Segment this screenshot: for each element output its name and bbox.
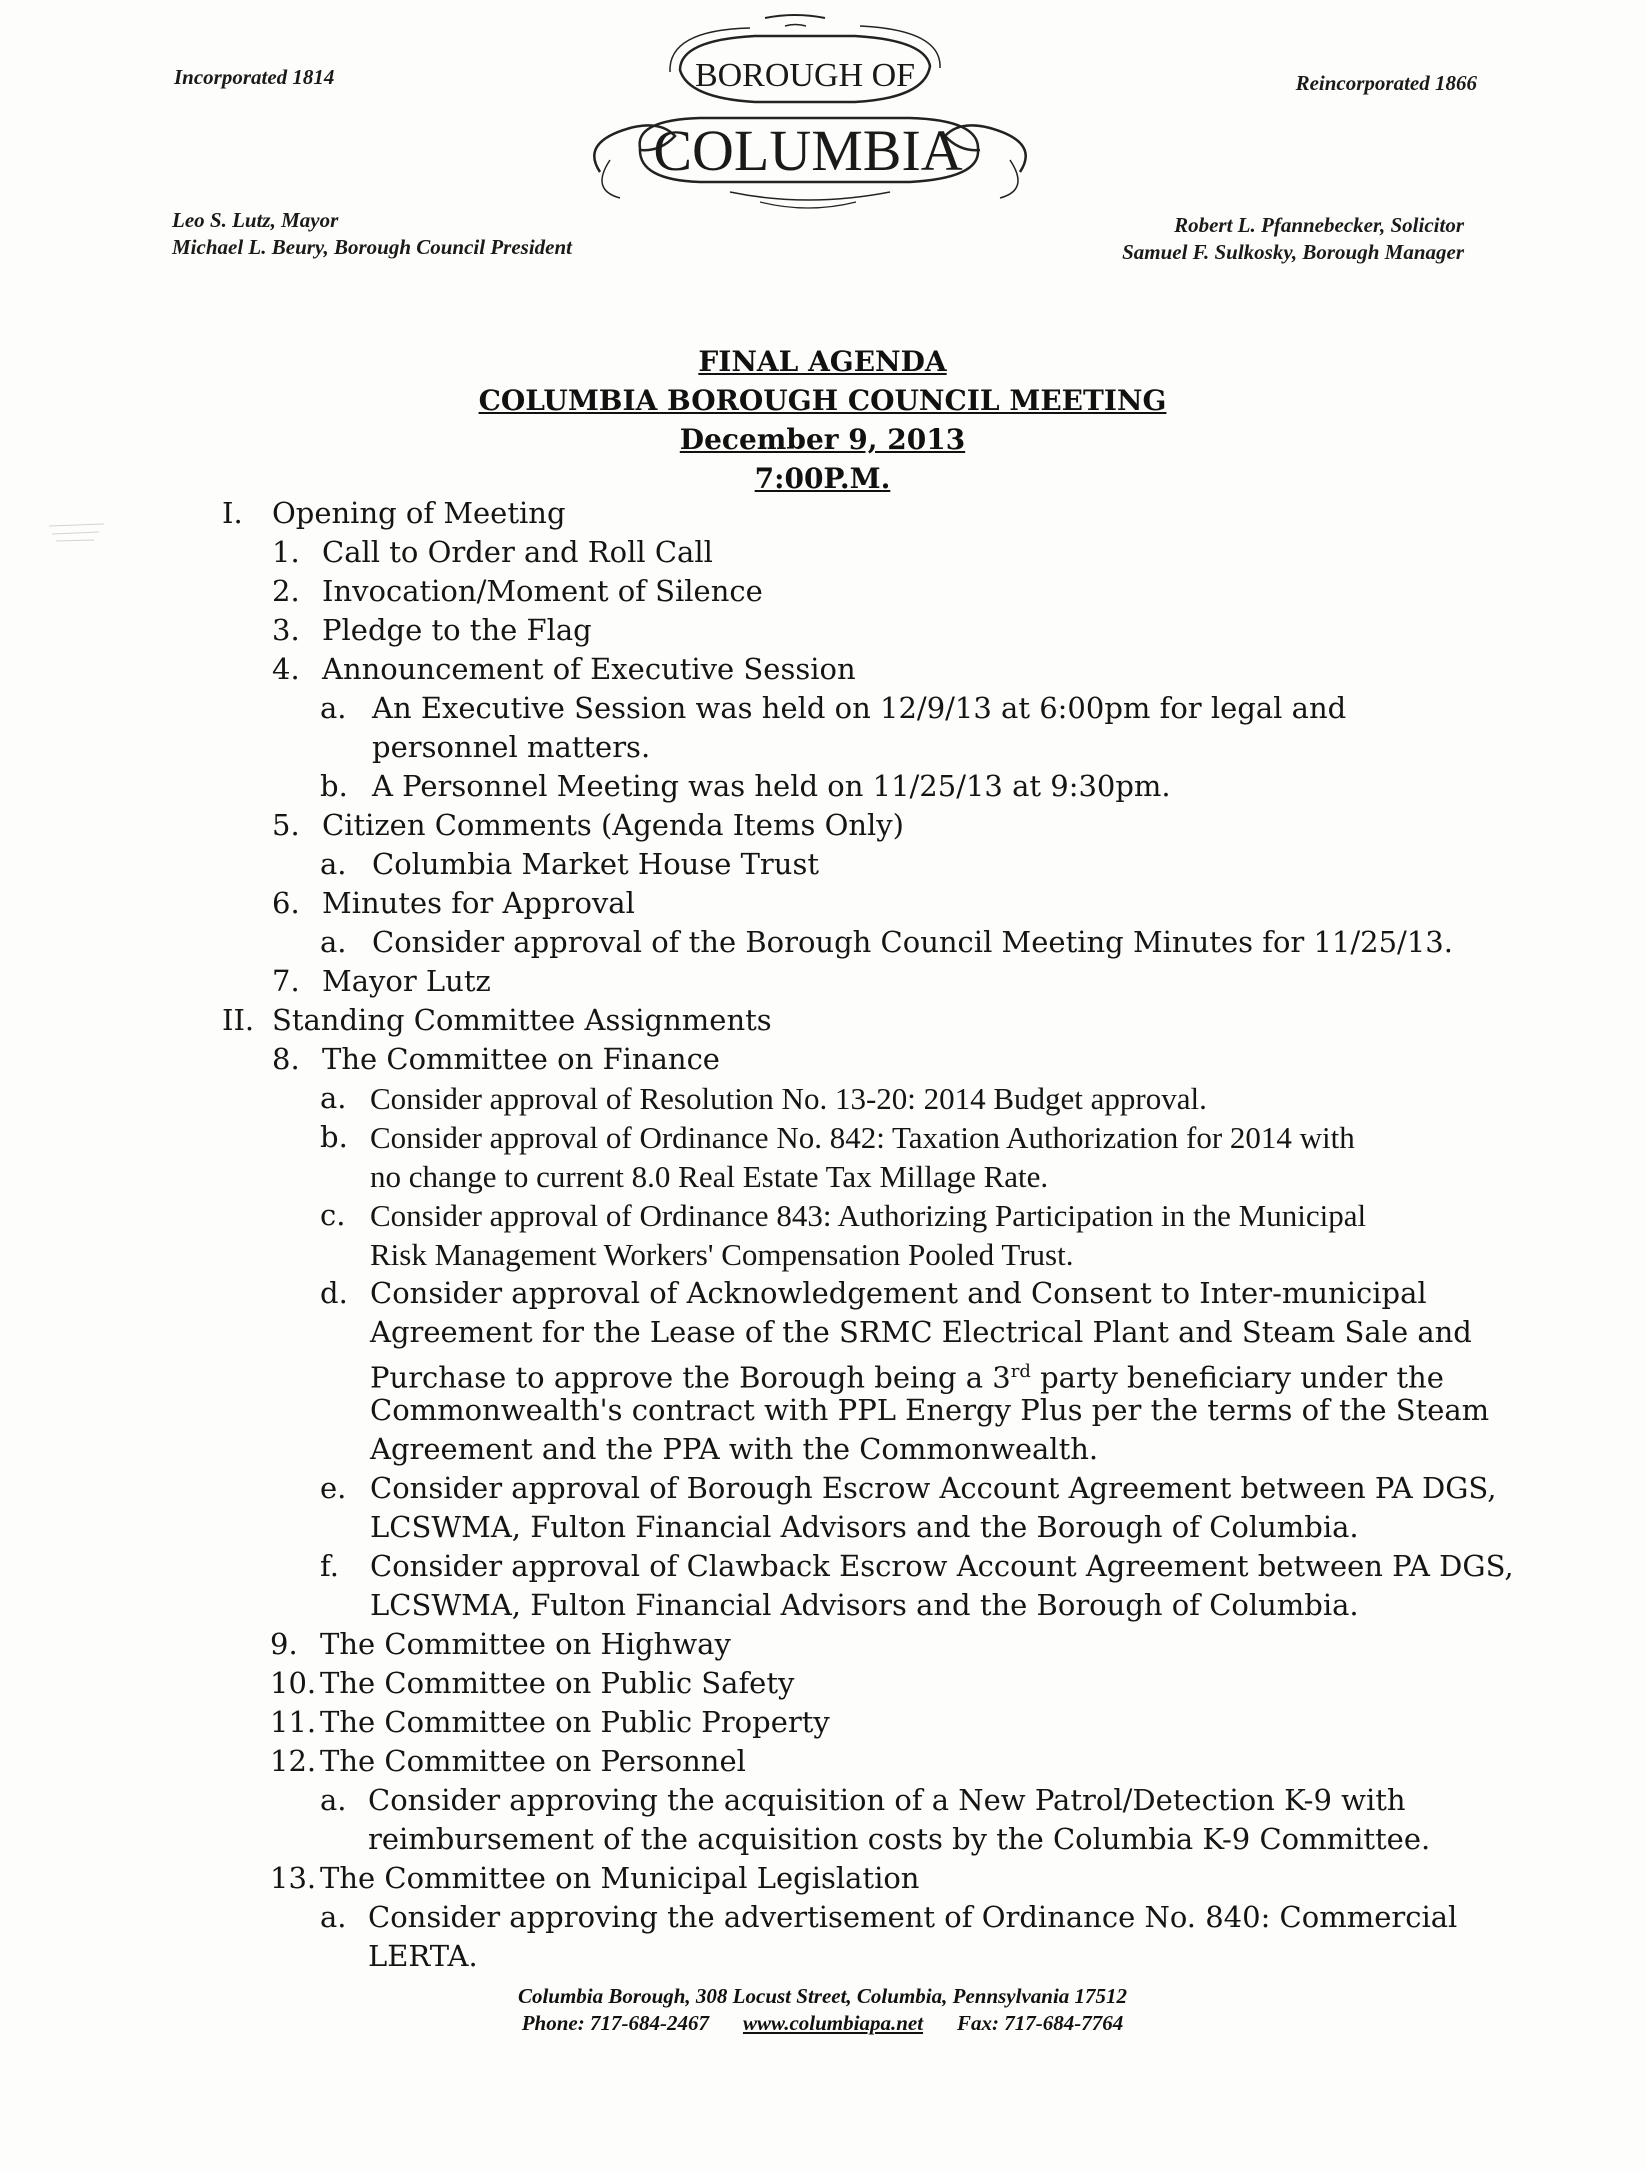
agenda-item-text: LCSWMA, Fulton Financial Advisors and the Borough of Columbia. — [370, 1510, 1359, 1544]
agenda-item — [0, 1079, 1645, 1118]
agenda-item — [0, 1625, 1645, 1664]
agenda-item-text: Standing Committee Assignments — [272, 1003, 772, 1037]
agenda-item-text: LCSWMA, Fulton Financial Advisors and the Borough of Columbia. — [370, 1588, 1359, 1622]
agenda-item-text: Minutes for Approval — [322, 886, 635, 920]
agenda-item-number: 12. — [270, 1744, 317, 1778]
agenda-item — [0, 533, 1645, 572]
agenda-item — [0, 1703, 1645, 1742]
agenda-item-number: 1. — [272, 535, 300, 569]
agenda-item-text: Pledge to the Flag — [322, 613, 592, 647]
council-president-text: Michael L. Beury, Borough Council President — [172, 235, 573, 259]
agenda-item-text: Consider approval of Clawback Escrow Account Agreement between PA DGS, — [370, 1549, 1514, 1583]
agenda-item-number: a. — [320, 1783, 347, 1817]
footer — [0, 1983, 1645, 2037]
agenda-item-number: a. — [320, 1081, 347, 1115]
agenda-item — [0, 806, 1645, 845]
agenda-item-text: Columbia Market House Trust — [372, 847, 820, 881]
agenda-item — [0, 1820, 1645, 1859]
borough-logo — [580, 10, 1040, 225]
agenda-item-number: I. — [222, 496, 243, 530]
reincorporated-text: Reincorporated 1866 — [1295, 71, 1477, 95]
agenda-item-number: d. — [320, 1276, 348, 1310]
agenda-item-text: Consider approval of Borough Escrow Account Agreement between PA DGS, — [370, 1471, 1497, 1505]
agenda-item — [0, 1742, 1645, 1781]
agenda-item-number: 8. — [272, 1042, 300, 1076]
mayor-text: Leo S. Lutz, Mayor — [172, 208, 339, 232]
agenda-item-text: Consider approving the acquisition of a New Patrol/Detection K-9 with — [368, 1783, 1406, 1817]
agenda-item-text: A Personnel Meeting was held on 11/25/13 at 9:30pm. — [372, 769, 1171, 803]
agenda-item-number: 11. — [270, 1705, 317, 1739]
agenda-item-text: The Committee on Public Property — [320, 1705, 830, 1739]
agenda-item — [0, 1430, 1645, 1469]
agenda-item-text: no change to current 8.0 Real Estate Tax Millage Rate. — [370, 1159, 1049, 1194]
agenda-item — [0, 572, 1645, 611]
agenda-item-number: b. — [320, 1120, 348, 1154]
agenda-item — [0, 1313, 1645, 1352]
agenda-item-number: e. — [320, 1471, 347, 1505]
agenda-item-number: 13. — [270, 1861, 317, 1895]
agenda-item-text: Mayor Lutz — [322, 964, 491, 998]
agenda-item — [0, 1196, 1645, 1235]
agenda-item-text: Purchase to approve the Borough being a 3rd party beneficiary under the — [370, 1360, 1444, 1395]
agenda-item — [0, 1469, 1645, 1508]
agenda-item-text: Invocation/Moment of Silence — [322, 574, 763, 608]
agenda-item — [0, 689, 1645, 728]
agenda-item-text: Call to Order and Roll Call — [322, 535, 713, 569]
agenda-item — [0, 1391, 1645, 1430]
agenda-item-number: a. — [320, 691, 347, 725]
agenda-item — [0, 494, 1645, 533]
agenda-item-text: Consider approval of the Borough Council Meeting Minutes for 11/25/13. — [372, 925, 1453, 959]
agenda-item-text: Agreement and the PPA with the Commonwealth. — [370, 1432, 1099, 1466]
manager-text: Samuel F. Sulkosky, Borough Manager — [1122, 240, 1464, 264]
agenda-item — [0, 1040, 1645, 1079]
agenda-title-block — [0, 342, 1645, 498]
agenda-item-number: 5. — [272, 808, 300, 842]
agenda-item-text: personnel matters. — [372, 730, 651, 764]
logo-main-text: COLUMBIA — [653, 118, 963, 183]
agenda-item — [0, 1898, 1645, 1937]
agenda-item-text: Consider approval of Ordinance No. 842: Taxation Authorization for 2014 with — [370, 1120, 1355, 1155]
title-meeting-name: COLUMBIA BOROUGH COUNCIL MEETING — [478, 384, 1167, 417]
agenda-item-number: f. — [320, 1549, 339, 1583]
agenda-item — [0, 1508, 1645, 1547]
agenda-item — [0, 1547, 1645, 1586]
agenda-item-number: 7. — [272, 964, 300, 998]
agenda-item-number: c. — [320, 1198, 346, 1232]
agenda-item — [0, 728, 1645, 767]
agenda-item — [0, 1274, 1645, 1313]
agenda-item-number: 10. — [270, 1666, 317, 1700]
agenda-item — [0, 767, 1645, 806]
agenda-item-text: Risk Management Workers' Compensation Pooled Trust. — [370, 1237, 1074, 1272]
agenda-item-text: Opening of Meeting — [272, 496, 566, 530]
agenda-item — [0, 1235, 1645, 1274]
solicitor-text: Robert L. Pfannebecker, Solicitor — [1174, 213, 1464, 237]
agenda-item — [0, 650, 1645, 689]
agenda-item-text: Agreement for the Lease of the SRMC Electrical Plant and Steam Sale and — [370, 1315, 1472, 1349]
agenda-item-number: a. — [320, 925, 347, 959]
agenda-item-number: II. — [222, 1003, 255, 1037]
agenda-item-number: 6. — [272, 886, 300, 920]
incorporated-text: Incorporated 1814 — [174, 65, 335, 89]
agenda-item-number: a. — [320, 847, 347, 881]
agenda-item-text: Consider approval of Ordinance 843: Authorizing Participation in the Municipal — [370, 1198, 1367, 1233]
title-date: December 9, 2013 — [679, 423, 966, 456]
agenda-item — [0, 1664, 1645, 1703]
agenda-item — [0, 1586, 1645, 1625]
agenda-item — [0, 962, 1645, 1001]
logo-top-text: BOROUGH OF — [694, 57, 916, 94]
footer-phone: Phone: 717-684-2467 — [521, 2011, 709, 2035]
agenda-item — [0, 1118, 1645, 1157]
agenda-item-text: The Committee on Finance — [322, 1042, 720, 1076]
agenda-item-text: reimbursement of the acquisition costs by the Columbia K-9 Committee. — [368, 1822, 1431, 1856]
agenda-item-number: 9. — [270, 1627, 298, 1661]
agenda-item-number: 4. — [272, 652, 300, 686]
agenda-item — [0, 1937, 1645, 1976]
agenda-item — [0, 845, 1645, 884]
agenda-item-text: An Executive Session was held on 12/9/13 at 6:00pm for legal and — [372, 691, 1347, 725]
footer-website-link[interactable]: www.columbiapa.net — [742, 2011, 924, 2035]
agenda-item-number: 2. — [272, 574, 300, 608]
agenda-item-text: The Committee on Public Safety — [320, 1666, 795, 1700]
agenda-item-text: Citizen Comments (Agenda Items Only) — [322, 808, 904, 842]
agenda-item-text: LERTA. — [368, 1939, 478, 1973]
title-final-agenda: FINAL AGENDA — [698, 345, 947, 378]
agenda-item-text: The Committee on Municipal Legislation — [320, 1861, 920, 1895]
agenda-item — [0, 1352, 1645, 1395]
agenda-item — [0, 1157, 1645, 1196]
agenda-item-text: Consider approving the advertisement of Ordinance No. 840: Commercial — [368, 1900, 1458, 1934]
agenda-item-text: The Committee on Highway — [320, 1627, 731, 1661]
agenda-item — [0, 884, 1645, 923]
agenda-item — [0, 1781, 1645, 1820]
agenda-item-text: Commonwealth's contract with PPL Energy Plus per the terms of the Steam — [370, 1393, 1490, 1427]
agenda-item — [0, 923, 1645, 962]
agenda-item-text: The Committee on Personnel — [320, 1744, 746, 1778]
agenda-item — [0, 1859, 1645, 1898]
title-time: 7:00P.M. — [754, 462, 891, 495]
agenda-item-text: Consider approval of Acknowledgement and Consent to Inter-municipal — [370, 1276, 1427, 1310]
agenda-item-number: 3. — [272, 613, 300, 647]
agenda-list — [0, 494, 1645, 1976]
agenda-item-text: Announcement of Executive Session — [322, 652, 856, 686]
agenda-item-number: b. — [320, 769, 348, 803]
footer-fax: Fax: 717-684-7764 — [957, 2011, 1124, 2035]
footer-address: Columbia Borough, 308 Locust Street, Columbia, Pennsylvania 17512 — [517, 1984, 1128, 2008]
agenda-item-text: Consider approval of Resolution No. 13-20: 2014 Budget approval. — [370, 1081, 1207, 1116]
agenda-item — [0, 1001, 1645, 1040]
agenda-item-number: a. — [320, 1900, 347, 1934]
agenda-item — [0, 611, 1645, 650]
